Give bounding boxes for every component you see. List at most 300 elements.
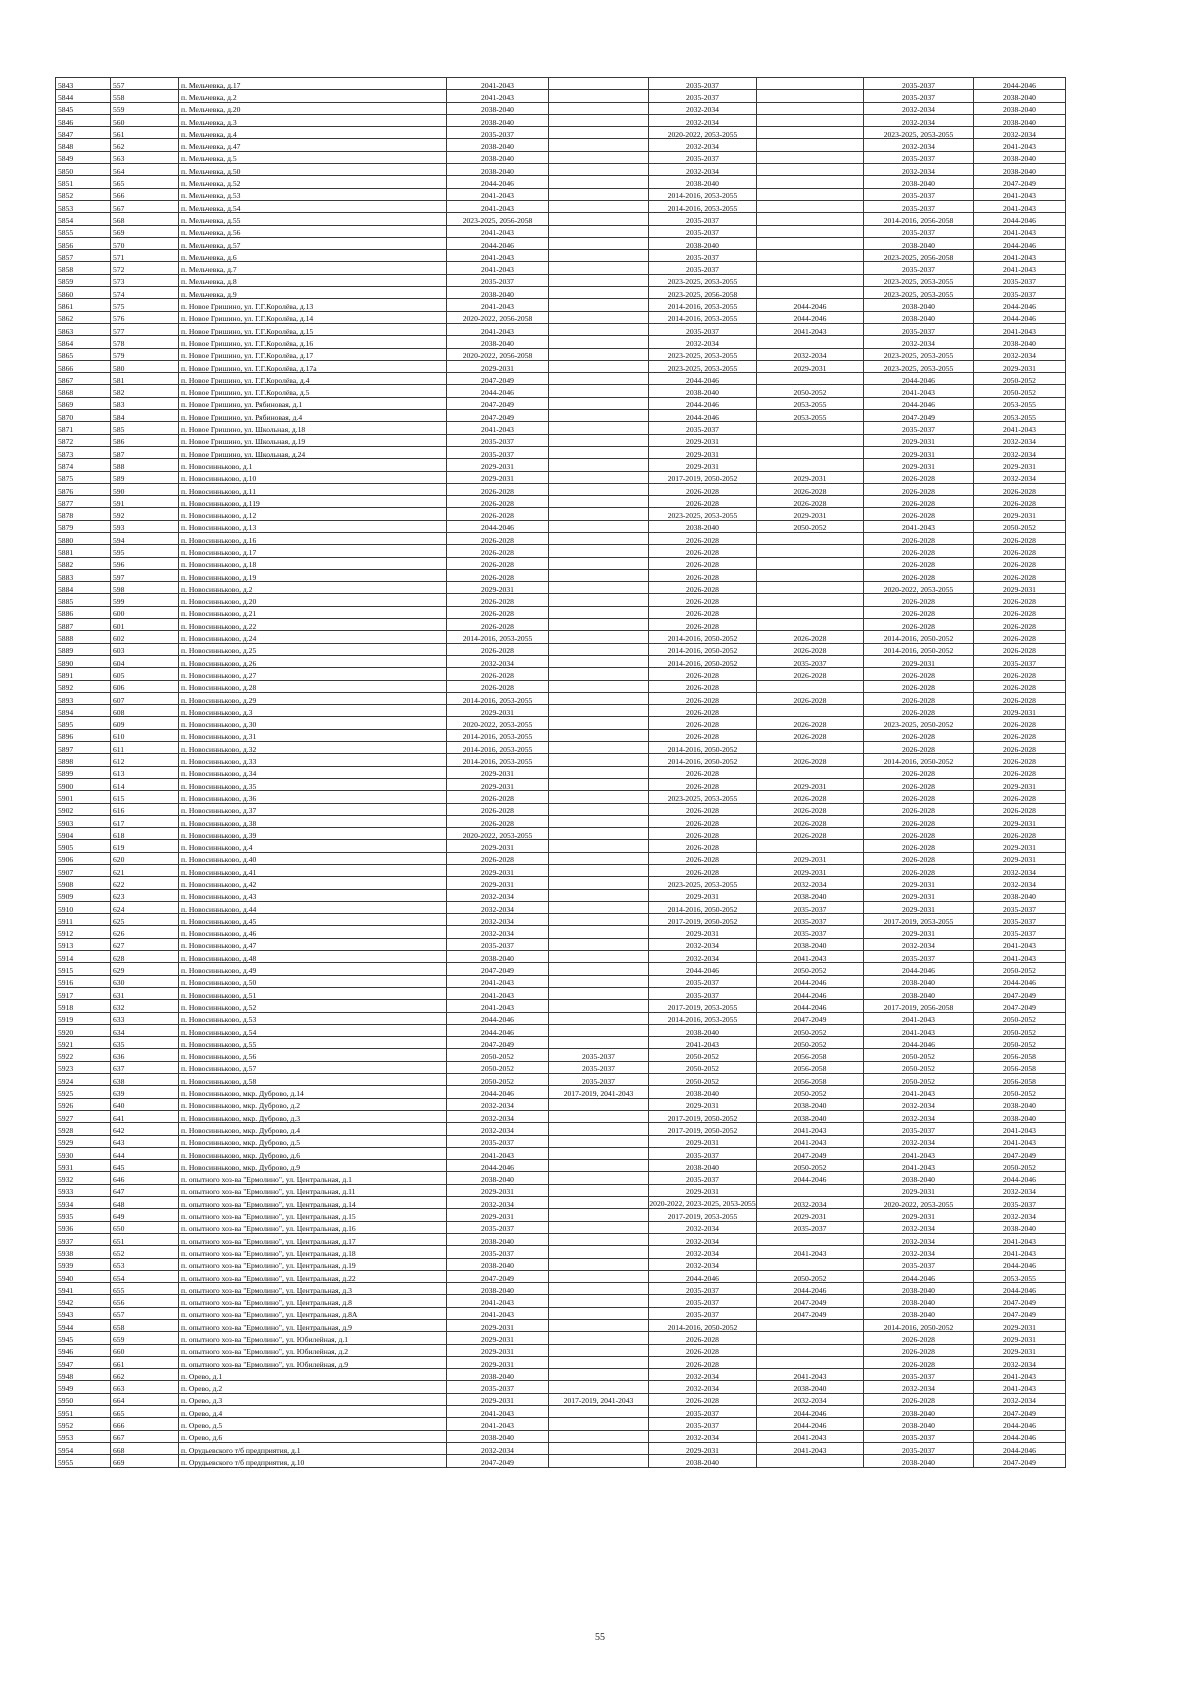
period-3-cell: 2032-2034 [649,1246,757,1258]
period-6-cell: 2050-2052 [974,963,1066,975]
address-cell: п. Новосинньково, д.46 [179,926,447,938]
period-6-cell: 2041-2043 [974,938,1066,950]
period-4-cell: 2032-2034 [757,877,864,889]
row-number-cell: 5890 [56,655,111,667]
row-number-cell: 5856 [56,237,111,249]
address-id-cell: 566 [111,188,179,200]
row-number-cell: 5935 [56,1209,111,1221]
address-id-cell: 662 [111,1369,179,1381]
period-3-cell: 2026-2028 [649,545,757,557]
period-6-cell: 2029-2031 [974,778,1066,790]
table-row [56,1246,1066,1258]
row-number-cell: 5895 [56,717,111,729]
row-number-cell: 5904 [56,828,111,840]
period-6-cell: 2032-2034 [974,434,1066,446]
period-1-cell: 2041-2043 [447,250,549,262]
period-6-cell: 2041-2043 [974,1246,1066,1258]
period-5-cell: 2026-2028 [864,828,974,840]
period-1-cell: 2047-2049 [447,1270,549,1282]
period-5-cell: 2035-2037 [864,200,974,212]
period-3-cell: 2029-2031 [649,434,757,446]
period-3-cell: 2023-2025, 2053-2055 [649,508,757,520]
row-number-cell: 5927 [56,1110,111,1122]
address-id-cell: 658 [111,1319,179,1331]
period-4-cell: 2041-2043 [757,1135,864,1147]
row-number-cell: 5849 [56,151,111,163]
period-6-cell: 2029-2031 [974,582,1066,594]
address-cell: п. Новосинньково, д.32 [179,742,447,754]
table-row [56,717,1066,729]
period-2-cell [549,1344,649,1356]
period-5-cell: 2050-2052 [864,1061,974,1073]
period-4-cell [757,1344,864,1356]
period-1-cell: 2041-2043 [447,78,549,90]
period-4-cell: 2029-2031 [757,865,864,877]
period-3-cell: 2050-2052 [649,1049,757,1061]
period-6-cell: 2026-2028 [974,742,1066,754]
period-5-cell: 2035-2037 [864,1369,974,1381]
address-id-cell: 640 [111,1098,179,1110]
row-number-cell: 5944 [56,1319,111,1331]
period-6-cell: 2044-2046 [974,1430,1066,1442]
period-4-cell: 2038-2040 [757,938,864,950]
period-5-cell: 2035-2037 [864,90,974,102]
period-6-cell: 2026-2028 [974,496,1066,508]
address-cell: п. Новосинньково, д.10 [179,471,447,483]
period-3-cell: 2014-2016, 2050-2052 [649,742,757,754]
address-cell: п. Новосинньково, д.53 [179,1012,447,1024]
period-1-cell: 2050-2052 [447,1061,549,1073]
table-row [56,1393,1066,1405]
period-5-cell: 2026-2028 [864,803,974,815]
period-5-cell: 2029-2031 [864,926,974,938]
address-id-cell: 616 [111,803,179,815]
period-5-cell: 2035-2037 [864,1258,974,1270]
period-6-cell: 2041-2043 [974,225,1066,237]
period-4-cell: 2047-2049 [757,1295,864,1307]
period-1-cell: 2020-2022, 2056-2058 [447,348,549,360]
period-3-cell: 2044-2046 [649,1270,757,1282]
period-1-cell: 2020-2022, 2053-2055 [447,717,549,729]
address-id-cell: 620 [111,852,179,864]
address-cell: п. опытного хоз-ва "Ермолино", ул. Центральная, д.8 [179,1295,447,1307]
period-1-cell: 2029-2031 [447,1184,549,1196]
address-id-cell: 667 [111,1430,179,1442]
address-cell: п. Мельчевка, д.55 [179,213,447,225]
period-1-cell: 2029-2031 [447,877,549,889]
period-3-cell: 2023-2025, 2053-2055 [649,274,757,286]
row-number-cell: 5871 [56,422,111,434]
table-row [56,766,1066,778]
period-1-cell: 2035-2037 [447,274,549,286]
period-1-cell: 2032-2034 [447,926,549,938]
row-number-cell: 5881 [56,545,111,557]
row-number-cell: 5954 [56,1442,111,1454]
table-row [56,188,1066,200]
period-1-cell: 2044-2046 [447,385,549,397]
period-2-cell [549,1037,649,1049]
address-cell: п. опытного хоз-ва "Ермолино", ул. Центральная, д.17 [179,1233,447,1245]
period-3-cell: 2014-2016, 2053-2055 [649,188,757,200]
address-id-cell: 586 [111,434,179,446]
address-cell: п. Новое Гришино, ул. Школьная, д.24 [179,446,447,458]
period-5-cell: 2038-2040 [864,237,974,249]
period-3-cell: 2035-2037 [649,1307,757,1319]
address-id-cell: 649 [111,1209,179,1221]
period-3-cell: 2017-2019, 2050-2052 [649,471,757,483]
period-1-cell: 2035-2037 [447,446,549,458]
address-id-cell: 610 [111,729,179,741]
period-4-cell: 2041-2043 [757,1246,864,1258]
period-3-cell: 2038-2040 [649,1160,757,1172]
period-1-cell: 2038-2040 [447,1172,549,1184]
period-1-cell: 2026-2028 [447,496,549,508]
table-row [56,938,1066,950]
table-row [56,1024,1066,1036]
period-2-cell: 2017-2019, 2041-2043 [549,1086,649,1098]
period-5-cell: 2041-2043 [864,1012,974,1024]
address-id-cell: 645 [111,1160,179,1172]
period-1-cell: 2038-2040 [447,287,549,299]
period-1-cell: 2041-2043 [447,1295,549,1307]
period-5-cell: 2026-2028 [864,545,974,557]
period-4-cell: 2035-2037 [757,914,864,926]
period-2-cell [549,1209,649,1221]
period-2-cell [549,1221,649,1233]
period-2-cell [549,803,649,815]
period-6-cell: 2041-2043 [974,1369,1066,1381]
period-3-cell: 2032-2034 [649,1258,757,1270]
address-cell: п. Орудьевского т/б предприятия, д.1 [179,1442,447,1454]
address-id-cell: 599 [111,594,179,606]
period-3-cell: 2038-2040 [649,1455,757,1467]
period-4-cell: 2041-2043 [757,1430,864,1442]
period-3-cell: 2032-2034 [649,336,757,348]
period-2-cell [549,410,649,422]
table-row [56,1418,1066,1430]
period-4-cell: 2041-2043 [757,323,864,335]
period-4-cell: 2044-2046 [757,299,864,311]
row-number-cell: 5934 [56,1197,111,1209]
address-id-cell: 595 [111,545,179,557]
period-2-cell [549,606,649,618]
period-4-cell [757,336,864,348]
period-4-cell: 2044-2046 [757,1000,864,1012]
period-5-cell: 2026-2028 [864,815,974,827]
table-row [56,1061,1066,1073]
row-number-cell: 5899 [56,766,111,778]
period-1-cell: 2038-2040 [447,102,549,114]
table-row [56,865,1066,877]
table-row [56,1086,1066,1098]
period-2-cell [549,176,649,188]
period-6-cell: 2038-2040 [974,102,1066,114]
period-6-cell: 2026-2028 [974,791,1066,803]
address-cell: п. опытного хоз-ва "Ермолино", ул. Центральная, д.15 [179,1209,447,1221]
period-6-cell: 2041-2043 [974,1233,1066,1245]
address-id-cell: 657 [111,1307,179,1319]
period-2-cell [549,938,649,950]
period-5-cell: 2026-2028 [864,496,974,508]
period-1-cell: 2044-2046 [447,1024,549,1036]
period-5-cell: 2038-2040 [864,176,974,188]
period-6-cell: 2026-2028 [974,717,1066,729]
period-4-cell [757,90,864,102]
period-5-cell: 2029-2031 [864,446,974,458]
period-6-cell: 2032-2034 [974,1209,1066,1221]
address-id-cell: 619 [111,840,179,852]
table-row [56,213,1066,225]
address-cell: п. Новосинньково, д.38 [179,815,447,827]
address-cell: п. Новосинньково, д.43 [179,889,447,901]
period-1-cell: 2041-2043 [447,1418,549,1430]
row-number-cell: 5937 [56,1233,111,1245]
period-3-cell: 2017-2019, 2050-2052 [649,1123,757,1135]
table-row [56,754,1066,766]
period-5-cell: 2041-2043 [864,1086,974,1098]
period-1-cell: 2035-2037 [447,434,549,446]
period-2-cell [549,434,649,446]
table-row [56,471,1066,483]
row-number-cell: 5846 [56,114,111,126]
period-6-cell: 2047-2049 [974,1147,1066,1159]
period-1-cell: 2038-2040 [447,1283,549,1295]
period-6-cell: 2038-2040 [974,1098,1066,1110]
period-6-cell: 2035-2037 [974,655,1066,667]
period-3-cell: 2035-2037 [649,1283,757,1295]
address-id-cell: 559 [111,102,179,114]
address-id-cell: 576 [111,311,179,323]
period-2-cell [549,643,649,655]
period-4-cell [757,705,864,717]
period-1-cell: 2041-2043 [447,1000,549,1012]
row-number-cell: 5891 [56,668,111,680]
row-number-cell: 5876 [56,483,111,495]
table-row [56,1307,1066,1319]
period-1-cell: 2035-2037 [447,1246,549,1258]
row-number-cell: 5853 [56,200,111,212]
row-number-cell: 5861 [56,299,111,311]
period-2-cell [549,717,649,729]
period-5-cell: 2026-2028 [864,1393,974,1405]
period-5-cell: 2035-2037 [864,188,974,200]
period-5-cell: 2032-2034 [864,1381,974,1393]
address-id-cell: 564 [111,164,179,176]
period-3-cell: 2035-2037 [649,213,757,225]
period-3-cell: 2026-2028 [649,815,757,827]
row-number-cell: 5848 [56,139,111,151]
period-1-cell: 2029-2031 [447,705,549,717]
address-cell: п. Новосинньково, д.45 [179,914,447,926]
table-row [56,139,1066,151]
period-2-cell [549,668,649,680]
period-1-cell: 2026-2028 [447,668,549,680]
address-id-cell: 570 [111,237,179,249]
row-number-cell: 5942 [56,1295,111,1307]
period-5-cell: 2044-2046 [864,373,974,385]
address-cell: п. Мельчевка, д.5 [179,151,447,163]
period-5-cell: 2044-2046 [864,963,974,975]
period-5-cell: 2032-2034 [864,1233,974,1245]
row-number-cell: 5906 [56,852,111,864]
row-number-cell: 5892 [56,680,111,692]
row-number-cell: 5950 [56,1393,111,1405]
period-4-cell [757,200,864,212]
address-id-cell: 637 [111,1061,179,1073]
address-id-cell: 572 [111,262,179,274]
period-5-cell: 2020-2022, 2053-2055 [864,1197,974,1209]
address-id-cell: 623 [111,889,179,901]
row-number-cell: 5860 [56,287,111,299]
period-4-cell: 2050-2052 [757,1270,864,1282]
address-cell: п. Новосинньково, д.2 [179,582,447,594]
period-6-cell: 2026-2028 [974,569,1066,581]
period-4-cell [757,114,864,126]
period-6-cell: 2029-2031 [974,815,1066,827]
address-id-cell: 615 [111,791,179,803]
period-2-cell [549,348,649,360]
period-3-cell: 2026-2028 [649,840,757,852]
period-5-cell: 2026-2028 [864,840,974,852]
period-5-cell: 2020-2022, 2053-2055 [864,582,974,594]
period-3-cell: 2044-2046 [649,410,757,422]
period-5-cell: 2038-2040 [864,1418,974,1430]
period-4-cell: 2044-2046 [757,1172,864,1184]
period-4-cell [757,213,864,225]
period-3-cell: 2026-2028 [649,557,757,569]
period-2-cell [549,520,649,532]
table-row [56,336,1066,348]
period-1-cell: 2047-2049 [447,963,549,975]
period-1-cell: 2026-2028 [447,532,549,544]
period-6-cell: 2026-2028 [974,532,1066,544]
table-row [56,434,1066,446]
period-5-cell: 2038-2040 [864,311,974,323]
table-row [56,237,1066,249]
period-4-cell: 2044-2046 [757,1283,864,1295]
table-row [56,1406,1066,1418]
row-number-cell: 5875 [56,471,111,483]
table-row [56,631,1066,643]
period-2-cell [549,151,649,163]
table-row [56,250,1066,262]
address-cell: п. Новосинньково, д.30 [179,717,447,729]
period-2-cell [549,225,649,237]
address-id-cell: 590 [111,483,179,495]
period-1-cell: 2032-2034 [447,914,549,926]
period-3-cell: 2014-2016, 2053-2055 [649,311,757,323]
period-1-cell: 2035-2037 [447,127,549,139]
period-2-cell [549,250,649,262]
address-cell: п. Новосинньково, мкр. Дуброво, д.14 [179,1086,447,1098]
period-5-cell: 2035-2037 [864,951,974,963]
table-row [56,1172,1066,1184]
address-id-cell: 569 [111,225,179,237]
row-number-cell: 5926 [56,1098,111,1110]
address-id-cell: 592 [111,508,179,520]
period-2-cell [549,1123,649,1135]
period-6-cell: 2047-2049 [974,1406,1066,1418]
period-4-cell: 2038-2040 [757,889,864,901]
row-number-cell: 5855 [56,225,111,237]
period-5-cell: 2014-2016, 2050-2052 [864,754,974,766]
period-4-cell: 2050-2052 [757,1024,864,1036]
table-row [56,889,1066,901]
row-number-cell: 5912 [56,926,111,938]
period-3-cell: 2035-2037 [649,1406,757,1418]
row-number-cell: 5869 [56,397,111,409]
period-1-cell: 2014-2016, 2053-2055 [447,742,549,754]
period-1-cell: 2041-2043 [447,422,549,434]
table-row [56,828,1066,840]
table-row [56,1430,1066,1442]
period-3-cell: 2035-2037 [649,422,757,434]
row-number-cell: 5865 [56,348,111,360]
period-3-cell: 2032-2034 [649,114,757,126]
period-5-cell: 2029-2031 [864,655,974,667]
address-id-cell: 594 [111,532,179,544]
address-id-cell: 663 [111,1381,179,1393]
period-3-cell: 2035-2037 [649,1147,757,1159]
address-id-cell: 669 [111,1455,179,1467]
period-1-cell: 2044-2046 [447,1086,549,1098]
period-6-cell: 2050-2052 [974,1160,1066,1172]
row-number-cell: 5947 [56,1356,111,1368]
period-2-cell [549,471,649,483]
period-5-cell: 2026-2028 [864,680,974,692]
table-row [56,803,1066,815]
period-4-cell: 2056-2058 [757,1061,864,1073]
period-3-cell: 2014-2016, 2053-2055 [649,1012,757,1024]
period-5-cell: 2041-2043 [864,1024,974,1036]
period-4-cell: 2032-2034 [757,348,864,360]
address-cell: п. Новосинньково, д.57 [179,1061,447,1073]
period-4-cell [757,139,864,151]
period-2-cell [549,102,649,114]
period-3-cell: 2026-2028 [649,483,757,495]
address-cell: п. Новосинньково, мкр. Дуброво, д.6 [179,1147,447,1159]
period-2-cell [549,287,649,299]
period-3-cell: 2032-2034 [649,1221,757,1233]
address-cell: п. Новое Гришино, ул. Г.Г.Королёва, д.17а [179,360,447,372]
table-row [56,1037,1066,1049]
period-5-cell: 2014-2016, 2050-2052 [864,1319,974,1331]
table-row [56,569,1066,581]
period-3-cell: 2026-2028 [649,569,757,581]
period-4-cell: 2032-2034 [757,1393,864,1405]
row-number-cell: 5941 [56,1283,111,1295]
row-number-cell: 5916 [56,975,111,987]
period-5-cell: 2032-2034 [864,139,974,151]
address-cell: п. Новосинньково, д.48 [179,951,447,963]
address-id-cell: 664 [111,1393,179,1405]
row-number-cell: 5920 [56,1024,111,1036]
period-2-cell [549,852,649,864]
table-row [56,1110,1066,1122]
period-3-cell: 2044-2046 [649,397,757,409]
row-number-cell: 5887 [56,619,111,631]
address-id-cell: 585 [111,422,179,434]
table-row [56,1074,1066,1086]
period-2-cell [549,1258,649,1270]
period-4-cell: 2050-2052 [757,1160,864,1172]
address-id-cell: 613 [111,766,179,778]
address-id-cell: 578 [111,336,179,348]
row-number-cell: 5931 [56,1160,111,1172]
period-6-cell: 2041-2043 [974,1123,1066,1135]
period-1-cell: 2029-2031 [447,840,549,852]
address-id-cell: 600 [111,606,179,618]
